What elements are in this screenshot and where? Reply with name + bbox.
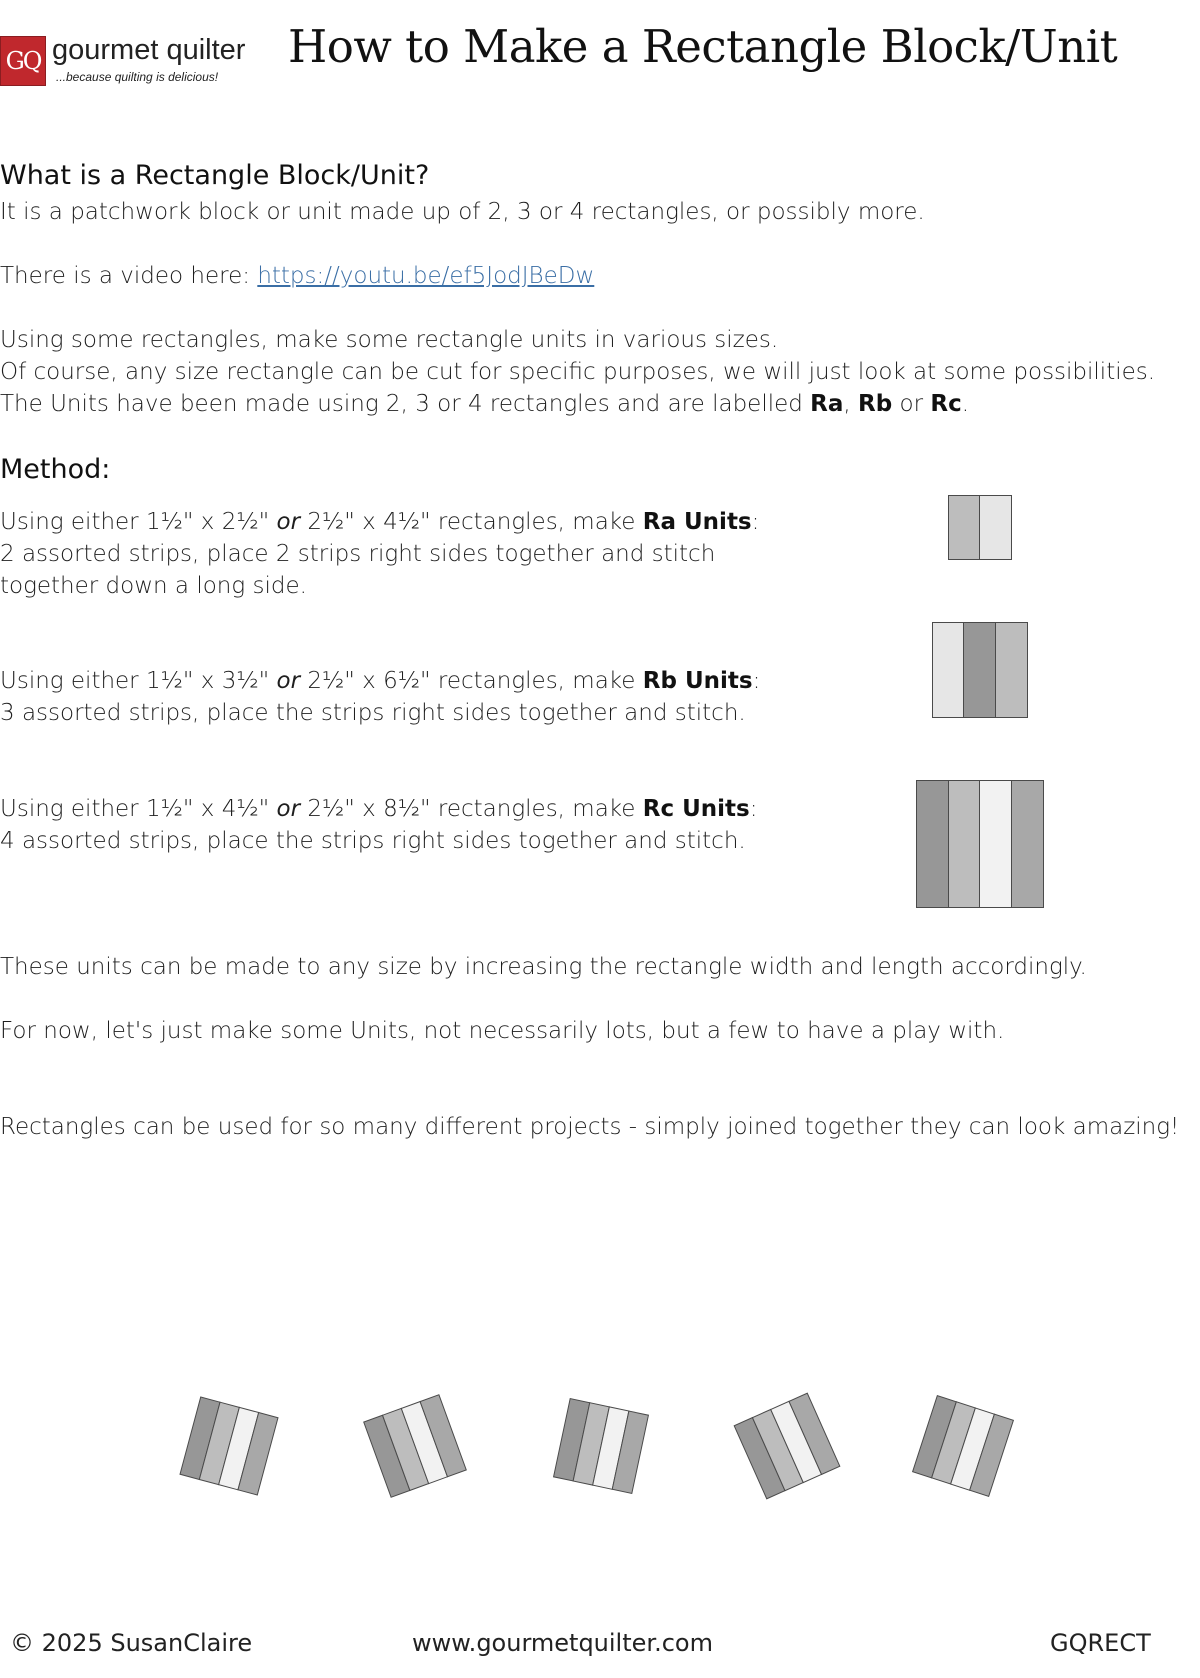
or-text: or xyxy=(892,391,931,417)
ra-instruction-line-2: 2 assorted strips, place 2 strips right sides together and stitch xyxy=(0,541,716,567)
rc-or: or xyxy=(276,796,301,822)
rotated-unit-2 xyxy=(364,1395,467,1498)
section-heading-what-is: What is a Rectangle Block/Unit? xyxy=(0,160,430,191)
rotated-units-row xyxy=(0,1370,1200,1530)
video-line xyxy=(0,260,594,292)
period: . xyxy=(961,391,970,417)
closing-line-2: For now, let's just make some Units, not necessarily lots, but a few to have a play with. xyxy=(0,1018,1005,1044)
rb-strip-2 xyxy=(964,623,995,717)
ra-colon: : xyxy=(751,509,760,535)
method-heading: Method: xyxy=(0,454,111,485)
logo-mark-text: GQ xyxy=(5,47,41,75)
para-line-3-text: The Units have been made using 2, 3 or 4 rectangles and are labelled xyxy=(0,391,811,417)
intro-line: It is a patchwork block or unit made up of 2, 3 or 4 rectangles, or possibly more. xyxy=(0,199,925,225)
rc-strip-3 xyxy=(980,781,1012,907)
label-rc: Rc xyxy=(930,391,962,417)
rb-units-label: Rb Units xyxy=(642,668,753,694)
rc-unit-diagram xyxy=(916,780,1044,908)
closing-line-3: Rectangles can be used for so many different projects - simply joined together they can look amazing! xyxy=(0,1114,1180,1140)
ra-strip-2 xyxy=(980,496,1011,559)
ra-text-a: Using either 1½" x 2½" xyxy=(0,509,277,535)
ra-strip-1 xyxy=(949,496,980,559)
ra-units-label: Ra Units xyxy=(642,509,752,535)
ra-instruction-line-3: together down a long side. xyxy=(0,573,307,599)
logo-mark xyxy=(0,36,46,86)
brand-logo xyxy=(0,32,260,88)
rc-strip-2 xyxy=(949,781,981,907)
rb-strip-1 xyxy=(933,623,964,717)
para-line-1: Using some rectangles, make some rectangle units in various sizes. xyxy=(0,327,779,353)
para-line-2: Of course, any size rectangle can be cut for specific purposes, we will just look at some possibilities. xyxy=(0,359,1156,385)
rc-instruction-line-1 xyxy=(0,793,758,825)
rc-text-b: 2½" x 8½" rectangles, make xyxy=(300,796,643,822)
rc-strip-1 xyxy=(917,781,949,907)
rotated-unit-1 xyxy=(180,1397,278,1495)
rb-text-a: Using either 1½" x 3½" xyxy=(0,668,277,694)
rc-text-a: Using either 1½" x 4½" xyxy=(0,796,277,822)
rb-instruction-line-2: 3 assorted strips, place the strips right sides together and stitch. xyxy=(0,700,746,726)
rb-instruction-line-1 xyxy=(0,665,760,697)
rc-colon: : xyxy=(749,796,758,822)
rc-strip-4 xyxy=(1012,781,1044,907)
logo-name: gourmet quilter xyxy=(52,34,246,66)
video-prefix: There is a video here: xyxy=(0,263,258,289)
ra-or: or xyxy=(276,509,301,535)
page-title: How to Make a Rectangle Block/Unit xyxy=(288,20,1118,73)
rotated-unit-3 xyxy=(554,1399,649,1494)
rb-colon: : xyxy=(752,668,761,694)
rb-unit-diagram xyxy=(932,622,1028,718)
footer-website[interactable]: www.gourmetquilter.com xyxy=(412,1629,713,1657)
rc-units-label: Rc Units xyxy=(642,796,750,822)
rc-instruction-line-2: 4 assorted strips, place the strips right sides together and stitch. xyxy=(0,828,746,854)
rotated-unit-5 xyxy=(913,1396,1014,1497)
logo-tagline: ...because quilting is delicious! xyxy=(56,70,219,84)
rb-strip-3 xyxy=(996,623,1027,717)
rb-text-b: 2½" x 6½" rectangles, make xyxy=(300,668,643,694)
footer-copyright: © 2025 SusanClaire xyxy=(10,1629,253,1657)
label-rb: Rb xyxy=(858,391,893,417)
comma: , xyxy=(843,391,859,417)
rb-or: or xyxy=(276,668,301,694)
para-line-3 xyxy=(0,388,969,420)
ra-instruction-line-1 xyxy=(0,506,759,538)
footer-code: GQRECT xyxy=(1050,1629,1151,1657)
label-ra: Ra xyxy=(810,391,844,417)
video-link[interactable]: https://youtu.be/ef5JodJBeDw xyxy=(257,263,595,289)
closing-line-1: These units can be made to any size by increasing the rectangle width and length accordingly. xyxy=(0,954,1087,980)
ra-unit-diagram xyxy=(948,495,1012,560)
ra-text-b: 2½" x 4½" rectangles, make xyxy=(300,509,643,535)
rotated-unit-4 xyxy=(734,1393,840,1499)
